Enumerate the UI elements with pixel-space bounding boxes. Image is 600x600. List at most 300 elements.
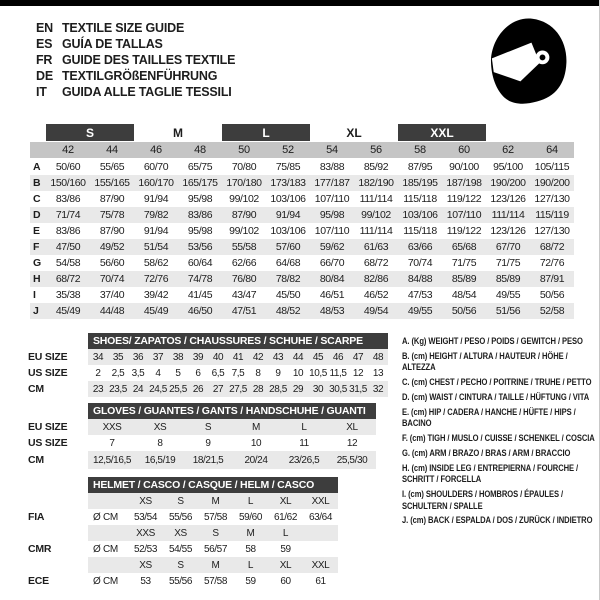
value-cell: 46/52 [363, 289, 389, 301]
value-cell: 27 [212, 383, 224, 395]
value-cell: 45/49 [143, 305, 169, 317]
row-label: B [33, 177, 41, 189]
size-number-row [30, 142, 574, 158]
value-cell: 115/118 [403, 225, 437, 237]
value-cell: 29 [292, 383, 304, 395]
value-cell: 24,5 [149, 383, 167, 395]
legend-item: B. (cm) HEIGHT / ALTURA / HAUTEUR / HÖHE / ALTEZZA [402, 350, 568, 374]
value-cell: 41 [232, 351, 244, 363]
value-cell: 11,5 [329, 367, 347, 379]
value-cell: 41/45 [187, 289, 213, 301]
value-cell: 12 [352, 367, 364, 379]
measure-row-b [30, 175, 574, 191]
size-cell: 58 [414, 144, 426, 156]
section-cells [88, 435, 376, 451]
measure-row-g [30, 255, 574, 271]
size-cell: XXS [136, 527, 155, 539]
legend-item: F. (cm) TIGH / MUSLO / CUISSE / SCHENKEL / COSCIA [402, 433, 595, 445]
size-cell: XS [139, 559, 152, 571]
value-cell: 53/56 [187, 241, 213, 253]
language-code: EN [36, 21, 53, 35]
value-cell: 55/58 [231, 241, 257, 253]
row-label: D [33, 209, 41, 221]
language-row [36, 36, 235, 52]
value-cell: 87/90 [99, 193, 125, 205]
size-cell: 54 [326, 144, 338, 156]
value-cell: 61/62 [273, 511, 298, 523]
value-cell: 160/170 [138, 177, 174, 189]
value-cell: 34 [92, 351, 104, 363]
value-cell: 44 [292, 351, 304, 363]
value-cell: 115/119 [535, 209, 569, 221]
value-cell: 46/50 [187, 305, 213, 317]
section-cells [88, 541, 338, 557]
value-cell: 24 [132, 383, 144, 395]
value-cell: 87/90 [99, 225, 125, 237]
value-cell: 95/98 [187, 225, 213, 237]
value-cell: 78/82 [275, 273, 301, 285]
value-cell: 59 [280, 543, 291, 555]
value-cell: 48 [372, 351, 384, 363]
value-cell: 11 [299, 437, 309, 449]
value-cell: 107/110 [446, 209, 482, 221]
value-cell: 187/198 [446, 177, 482, 189]
value-cell: 83/88 [319, 161, 345, 173]
row-label: F [33, 241, 40, 253]
size-cell: M [211, 559, 220, 571]
value-cell: 103/106 [402, 209, 438, 221]
value-cell: 91/94 [143, 193, 169, 205]
value-cell: 57/60 [275, 241, 301, 253]
value-cell: XS [153, 421, 167, 433]
value-cell: 55/56 [168, 511, 193, 523]
helmet-size-row [28, 493, 338, 509]
value-cell: 54/55 [168, 543, 193, 555]
value-cell: 40 [212, 351, 224, 363]
value-cell: 6 [195, 367, 201, 379]
value-cell: 30,5 [329, 383, 347, 395]
size-cell: XS [139, 495, 152, 507]
value-cell: 85/89 [451, 273, 477, 285]
value-cell: 55/56 [168, 575, 193, 587]
size-cell: 48 [194, 144, 206, 156]
shoes-size-table [28, 333, 388, 397]
helmet-size-row [28, 525, 338, 541]
value-cell: 8 [157, 437, 163, 449]
measure-row-h [30, 271, 574, 287]
value-cell: 103/106 [270, 225, 306, 237]
value-cell: 13 [372, 367, 384, 379]
value-cell: 115/118 [403, 193, 437, 205]
value-cell: 95/98 [187, 193, 213, 205]
section-cells [88, 365, 388, 381]
value-cell: 55/65 [99, 161, 125, 173]
value-cell: 53/54 [133, 511, 158, 523]
value-cell: 87/90 [231, 209, 257, 221]
value-cell: 107/110 [314, 193, 350, 205]
size-band-l: L [222, 124, 310, 141]
value-cell: 71/75 [451, 257, 477, 269]
language-code: FR [36, 53, 53, 67]
value-cell: 43/47 [231, 289, 257, 301]
value-cell: 91/94 [143, 225, 169, 237]
language-code: IT [36, 85, 47, 99]
legend-item: E. (cm) HIP / CADERA / HANCHE / HÜFTE / HIPS / BACINO [402, 406, 576, 430]
value-cell: 59/62 [319, 241, 345, 253]
measure-row-c [30, 191, 574, 207]
value-cell: 37/40 [99, 289, 125, 301]
section-row [28, 349, 388, 365]
value-cell: 62/66 [231, 257, 257, 269]
section-cells [88, 573, 338, 589]
row-label: ECE [28, 575, 49, 587]
value-cell: 10 [292, 367, 304, 379]
section-cells [88, 509, 338, 525]
value-cell: 4 [155, 367, 161, 379]
value-cell: 87/95 [407, 161, 433, 173]
value-cell: 127/130 [534, 225, 570, 237]
section-header-row [28, 403, 376, 419]
value-cell: 65/68 [451, 241, 477, 253]
value-cell: 87/91 [539, 273, 565, 285]
helmet-size-row [28, 557, 338, 573]
value-cell: 23,5 [109, 383, 127, 395]
value-cell: 173/183 [270, 177, 306, 189]
size-band-row [30, 124, 574, 141]
value-cell: 12 [346, 437, 358, 449]
value-cell: 23 [92, 383, 104, 395]
row-label: I [33, 289, 36, 301]
value-cell: 47/51 [231, 305, 257, 317]
value-cell: 111/114 [359, 225, 393, 237]
band-spacer [30, 124, 46, 141]
textile-size-table [30, 124, 574, 319]
value-cell: 28,5 [269, 383, 287, 395]
value-cell: 111/114 [359, 193, 393, 205]
value-cell: 35 [112, 351, 124, 363]
value-cell: 70/74 [99, 273, 125, 285]
value-cell: 52/53 [133, 543, 158, 555]
value-cell: 76/80 [231, 273, 257, 285]
row-label: EU SIZE [28, 351, 68, 363]
value-cell: 61/63 [363, 241, 389, 253]
value-cell: 50/56 [451, 305, 477, 317]
section-cells [88, 381, 388, 397]
size-cell: XXL [311, 495, 330, 507]
section-cells [88, 419, 376, 435]
value-cell: 107/110 [314, 225, 350, 237]
value-cell: 42 [252, 351, 264, 363]
value-cell: 6,5 [211, 367, 225, 379]
value-cell: 57/58 [203, 575, 228, 587]
row-head-spacer [28, 477, 88, 493]
value-cell: 49/55 [495, 289, 521, 301]
language-code: ES [36, 37, 53, 51]
value-cell: 82/86 [363, 273, 389, 285]
row-label: G [33, 257, 42, 269]
legend-item: C. (cm) CHEST / PECHO / POITRINE / TRUHE / PETTO [402, 377, 592, 389]
value-cell: 49/54 [363, 305, 389, 317]
value-cell: 71/74 [55, 209, 81, 221]
size-cell: L [247, 495, 254, 507]
legend-item: J. (cm) BACK / ESPALDA / DOS / ZURÜCK / INDIETRO [402, 515, 593, 527]
row-head-spacer [28, 333, 88, 349]
helmet-value-row [28, 541, 338, 557]
value-cell: 65/75 [187, 161, 213, 173]
value-cell: 47/53 [407, 289, 433, 301]
legend-item: A. (Kg) WEIGHT / PESO / POIDS / GEWITCH / PESO [402, 336, 583, 347]
value-cell: 63/64 [308, 511, 333, 523]
value-cell: 84/88 [407, 273, 433, 285]
section-row [28, 451, 376, 469]
value-cell: 50/60 [55, 161, 81, 173]
section-header-row [28, 333, 388, 349]
unit-label: Ø CM [93, 575, 118, 587]
size-cell: L [282, 527, 289, 539]
row-head-spacer [28, 557, 88, 573]
size-cell: 56 [370, 144, 382, 156]
language-code: DE [36, 69, 53, 83]
measure-row-f [30, 239, 574, 255]
value-cell: 68/72 [55, 273, 81, 285]
language-row [36, 20, 235, 36]
section-row [28, 435, 376, 451]
top-bar [0, 0, 600, 6]
value-cell: 46/51 [319, 289, 345, 301]
value-cell: 111/114 [491, 209, 525, 221]
language-title-list [36, 20, 235, 100]
row-label: A [33, 161, 41, 173]
value-cell: 99/102 [229, 225, 259, 237]
section-row [28, 419, 376, 435]
row-label: CM [28, 454, 44, 466]
size-cell: 62 [502, 144, 514, 156]
size-cell: 42 [62, 144, 74, 156]
row-label: J [33, 305, 39, 317]
value-cell: 190/200 [490, 177, 526, 189]
value-cell: 95/100 [493, 161, 523, 173]
value-cell: 35/38 [55, 289, 81, 301]
value-cell: 7 [109, 437, 115, 449]
language-row [36, 84, 235, 100]
row-label: H [33, 273, 41, 285]
legend-item: D. (cm) WAIST / CINTURA / TAILLE / HÜFTUNG / VITA [402, 391, 590, 403]
size-cell: S [177, 495, 184, 507]
value-cell: 52/58 [539, 305, 565, 317]
value-cell: 58 [245, 543, 256, 555]
value-cell: 5 [175, 367, 181, 379]
value-cell: 10,5 [309, 367, 327, 379]
size-band-xl: XL [346, 125, 362, 140]
size-cell: XS [174, 527, 187, 539]
helmet-icon [479, 16, 571, 108]
language-title: TEXTILE SIZE GUIDE [62, 21, 185, 35]
value-cell: 71/75 [495, 257, 521, 269]
value-cell: 64/68 [275, 257, 301, 269]
legend-item: G. (cm) ARM / BRAZO / BRAS / ARM / BRACCIO [402, 447, 571, 459]
value-cell: 79/82 [143, 209, 169, 221]
value-cell: 60/70 [143, 161, 169, 173]
size-band-m: M [173, 125, 183, 140]
value-cell: 45/50 [275, 289, 301, 301]
value-cell: 150/160 [50, 177, 86, 189]
value-cell: 72/76 [143, 273, 169, 285]
language-title: TEXTILGRÖßENFÜHRUNG [62, 69, 218, 83]
value-cell: 32 [372, 383, 384, 395]
size-cell: 44 [106, 144, 118, 156]
size-band-xxl: XXL [398, 124, 486, 141]
value-cell: 68/72 [539, 241, 565, 253]
value-cell: 182/190 [358, 177, 394, 189]
section-title-bar: GLOVES / GUANTES / GANTS / HANDSCHUHE / GUANTI [88, 403, 376, 419]
value-cell: 45 [312, 351, 324, 363]
value-cell: 103/106 [270, 193, 306, 205]
size-band-s: S [46, 124, 134, 141]
value-cell: 99/102 [229, 193, 259, 205]
value-cell: 83/86 [187, 209, 213, 221]
value-cell: 28 [252, 383, 264, 395]
row-label: FIA [28, 511, 45, 523]
value-cell: 170/180 [226, 177, 262, 189]
row-label: E [33, 225, 41, 237]
value-cell: 30 [312, 383, 324, 395]
value-cell: 25,5/30 [336, 454, 368, 466]
unit-label: Ø CM [93, 511, 118, 523]
value-cell: 20/24 [244, 454, 268, 466]
helmet-value-row [28, 573, 338, 589]
measure-row-d [30, 207, 574, 223]
value-cell: 39 [192, 351, 204, 363]
value-cell: 60/64 [187, 257, 213, 269]
value-cell: 74/78 [187, 273, 213, 285]
row-head-spacer [28, 525, 88, 541]
value-cell: 59/60 [238, 511, 263, 523]
value-cell: 68/72 [363, 257, 389, 269]
value-cell: 44/48 [99, 305, 125, 317]
value-cell: 119/122 [446, 193, 482, 205]
value-cell: 60 [280, 575, 291, 587]
value-cell: 90/100 [449, 161, 479, 173]
value-cell: XL [346, 421, 358, 433]
value-cell: 9 [275, 367, 281, 379]
section-cells [88, 557, 338, 573]
value-cell: 48/53 [319, 305, 345, 317]
value-cell: 85/92 [363, 161, 389, 173]
value-cell: 46 [332, 351, 344, 363]
value-cell: 7,5 [231, 367, 245, 379]
size-cell: S [212, 527, 219, 539]
value-cell: 123/126 [490, 225, 526, 237]
value-cell: 67/70 [495, 241, 521, 253]
value-cell: 95/98 [319, 209, 345, 221]
value-cell: 48/54 [451, 289, 477, 301]
row-label: US SIZE [28, 367, 68, 379]
row-head-spacer [28, 493, 88, 509]
size-cell: 64 [546, 144, 558, 156]
value-cell: 51/54 [143, 241, 169, 253]
language-row [36, 52, 235, 68]
value-cell: 185/195 [402, 177, 438, 189]
value-cell: 56/57 [203, 543, 228, 555]
measure-row-i [30, 287, 574, 303]
value-cell: 43 [272, 351, 284, 363]
size-cell: 52 [282, 144, 294, 156]
value-cell: 16,5/19 [144, 454, 176, 466]
value-cell: XXS [102, 421, 122, 433]
value-cell: 45/49 [55, 305, 81, 317]
value-cell: 190/200 [534, 177, 570, 189]
value-cell: 75/85 [275, 161, 301, 173]
section-row [28, 365, 388, 381]
section-header-row [28, 477, 338, 493]
value-cell: 49/55 [407, 305, 433, 317]
row-label: CMR [28, 543, 52, 555]
section-title-bar: HELMET / CASCO / CASQUE / HELM / CASCO [88, 477, 338, 493]
value-cell: 23/26,5 [288, 454, 320, 466]
value-cell: 155/165 [94, 177, 130, 189]
section-cells [88, 525, 338, 541]
value-cell: 2 [95, 367, 101, 379]
value-cell: 47/50 [55, 241, 81, 253]
value-cell: 123/126 [490, 193, 526, 205]
value-cell: 2,5 [111, 367, 125, 379]
value-cell: L [301, 421, 307, 433]
size-cell: XXL [311, 559, 330, 571]
size-cell: M [211, 495, 220, 507]
language-title: GUIDA ALLE TAGLIE TESSILI [62, 85, 232, 99]
value-cell: 31,5 [349, 383, 367, 395]
value-cell: 50/56 [539, 289, 565, 301]
size-cell: M [246, 527, 255, 539]
legend-item: I. (cm) SHOULDERS / HOMBROS / ÉPAULES / SCHULTERN / SPALLE [402, 489, 564, 512]
value-cell: 39/42 [143, 289, 169, 301]
value-cell: 57/58 [203, 511, 228, 523]
value-cell: 49/52 [99, 241, 125, 253]
measure-row-e [30, 223, 574, 239]
section-cells [88, 451, 376, 469]
value-cell: 99/102 [361, 209, 391, 221]
gloves-size-table [28, 403, 376, 469]
measure-row-a [30, 159, 574, 175]
size-cell: 50 [238, 144, 250, 156]
value-cell: 3,5 [131, 367, 145, 379]
size-cell: 46 [150, 144, 162, 156]
value-cell: 80/84 [319, 273, 345, 285]
value-cell: 48/52 [275, 305, 301, 317]
value-cell: 47 [352, 351, 364, 363]
value-cell: 72/76 [539, 257, 565, 269]
value-cell: 83/86 [55, 225, 81, 237]
measurement-legend [402, 336, 596, 530]
value-cell: 70/74 [407, 257, 433, 269]
row-label: EU SIZE [28, 421, 68, 433]
value-cell: 36 [132, 351, 144, 363]
value-cell: 9 [205, 437, 211, 449]
value-cell: 83/86 [55, 193, 81, 205]
row-label: CM [28, 383, 44, 395]
language-title: GUÍA DE TALLAS [62, 37, 163, 51]
value-cell: 26 [192, 383, 204, 395]
value-cell: 38 [172, 351, 184, 363]
value-cell: 8 [255, 367, 261, 379]
helmet-value-row [28, 509, 338, 525]
value-cell: 105/115 [534, 161, 570, 173]
value-cell: 165/175 [182, 177, 218, 189]
value-cell: 51/56 [495, 305, 521, 317]
value-cell: 10 [250, 437, 262, 449]
band-spacer [486, 124, 530, 141]
value-cell: 70/80 [231, 161, 257, 173]
